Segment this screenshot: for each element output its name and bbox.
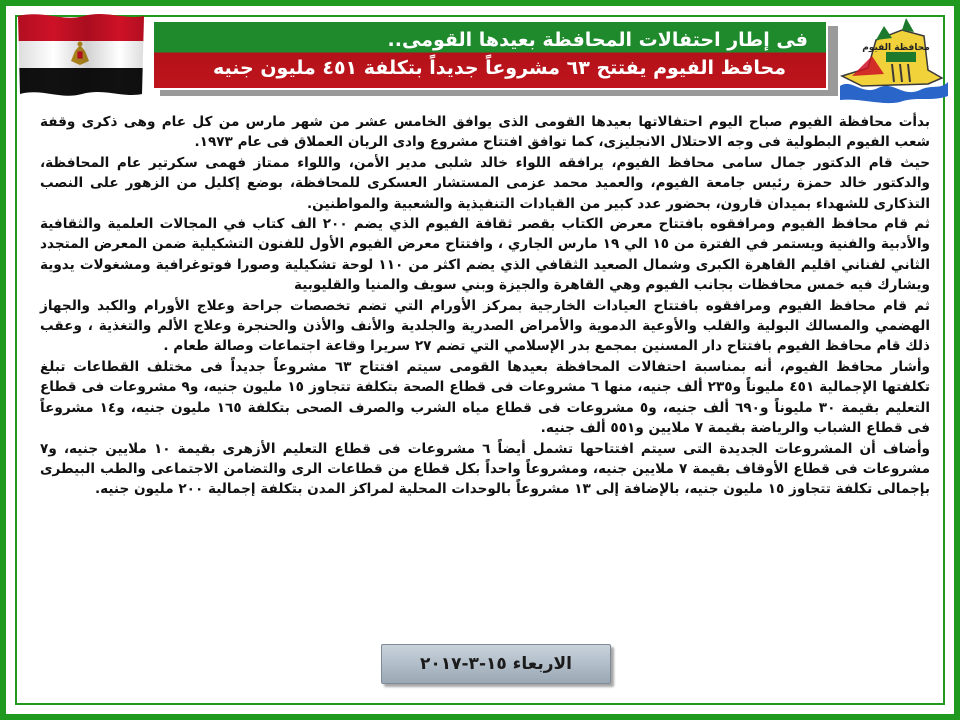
date-badge: الاربعاء ١٥-٣-٢٠١٧ bbox=[381, 644, 611, 684]
paragraph: بدأت محافظة الفيوم صباح اليوم احتفالاتها بعيدها القومى الذى يوافق الخامس عشر من شهر مارس من كل عام وهى ذكرى وقفة شعب الفيوم البطولية فى وجه الاحتلال الانجليزى، كما توافق افتتاح مشروع وادى الريان العملاق فى عام ١٩٧٣. bbox=[40, 114, 930, 151]
egypt-flag-icon bbox=[14, 10, 146, 100]
paragraph: وأشار محافظ الفيوم، أنه بمناسبة احتفالات المحافظة بعيدها القومى سيتم افتتاح ٦٣ مشروعاً جديداً فى مختلف القطاعات تبلغ تكلفتها الإجمالية ٤٥١ مليوناً و٢٣٥ ألف جنيه، منها ٦ مشروعات فى قطاع الصحة بتكلفة تتجاوز ١٥ مليون جنيه، و٩ مشروعات فى قطاع التعليم بقيمة ٣٠ مليوناً و٦٩٠ ألف جنيه، و٥ مشروعات فى قطاع مياه الشرب والصرف الصحى بتكلفة ١٦٥ مليون جنيه، و١٤ مشروعاً فى قطاع الشباب والرياضة بقيمة ٧ ملايين و٥٥١ ألف جنيه. bbox=[40, 358, 931, 437]
paragraph: ثم قام محافظ الفيوم ومرافقوه بافتتاح العيادات الخارجية بمركز الأورام التي تضم تخصصات جراحة وعلاج الأورام والكبد والجهاز الهضمي والمسالك البولية والقلب والأوعية الدموية والأمراض الصدرية والجلدية والأنف والأذن والحنجرة وعلاج الألم والتغذية ، وعقب ذلك قام محافظ الفيوم بافتتاح دار المسنين بمجمع بدر الإسلامي التي تضم ٢٧ سريرا وقاعة اجتماعات وصالة طعام . bbox=[40, 297, 930, 355]
headline-line-1: فى إطار احتفالات المحافظة بعيدها القومى.. bbox=[387, 29, 808, 51]
logo-text: محافظة الفيوم bbox=[862, 43, 930, 53]
title-banner bbox=[152, 20, 828, 90]
fayoum-logo bbox=[832, 16, 950, 104]
article-body bbox=[40, 112, 930, 500]
headline-line-2: محافظ الفيوم يفتتح ٦٣ مشروعاً جديداً بتكلفة ٤٥١ مليون جنيه bbox=[212, 57, 786, 79]
paragraph: ثم قام محافظ الفيوم ومرافقوه بافتتاح معرض الكتاب بقصر ثقافة الفيوم الذي يضم ٢٠٠ الف كتاب في المجالات العلمية والثقافية والأدبية والفنية ويستمر في الفترة من ١٥ الي ١٩ مارس الجاري ، وافتتاح معرض الفيوم الأول للفنون التشكيلية ضمن المعرض المتجدد الثاني لفناني اقليم القاهرة الكبرى وشمال الصعيد الثقافي الذي يضم اكثر من ١١٠ لوحة تشكيلية وصورا فوتوغرافية ومشغولات يدوية ويشارك فيه خمس محافظات بجانب الفيوم وهي القاهرة والجيزة وبني سويف والمنيا والقليوبية bbox=[40, 216, 931, 294]
paragraph: وأضاف أن المشروعات الجديدة التى سيتم افتتاحها تشمل أيضاً ٦ مشروعات فى قطاع التعليم الأزهرى بقيمة ١٠ ملايين جنيه، و٧ مشروعات فى قطاع الأوقاف بقيمة ٧ ملايين جنيه، ومشروعاً واحداً بكل قطاع من قطاعات الرى والتضامن الاجتماعى والطب البيطرى بإجمالى تكلفة تتجاوز ١٥ مليون جنيه، بالإضافة إلى ١٣ مشروعاً بالوحدات المحلية لمراكز المدن بتكلفة إجمالية ٢٠٠ مليون جنيه. bbox=[40, 440, 930, 498]
paragraph: حيث قام الدكتور جمال سامى محافظ الفيوم، يرافقه اللواء خالد شلبى مدير الأمن، واللواء ممتاز فهمى سكرتير عام المحافظة، والدكتور خالد حمزة رئيس جامعة الفيوم، والعميد محمد عزمى المستشار العسكرى للمحافظة، بوضع إكليل من الزهور على النصب التذكارى للشهداء بميدان قارون، بحضور عدد كبير من القيادات التنفيذية والشعبية والمواطنين. bbox=[40, 154, 930, 212]
